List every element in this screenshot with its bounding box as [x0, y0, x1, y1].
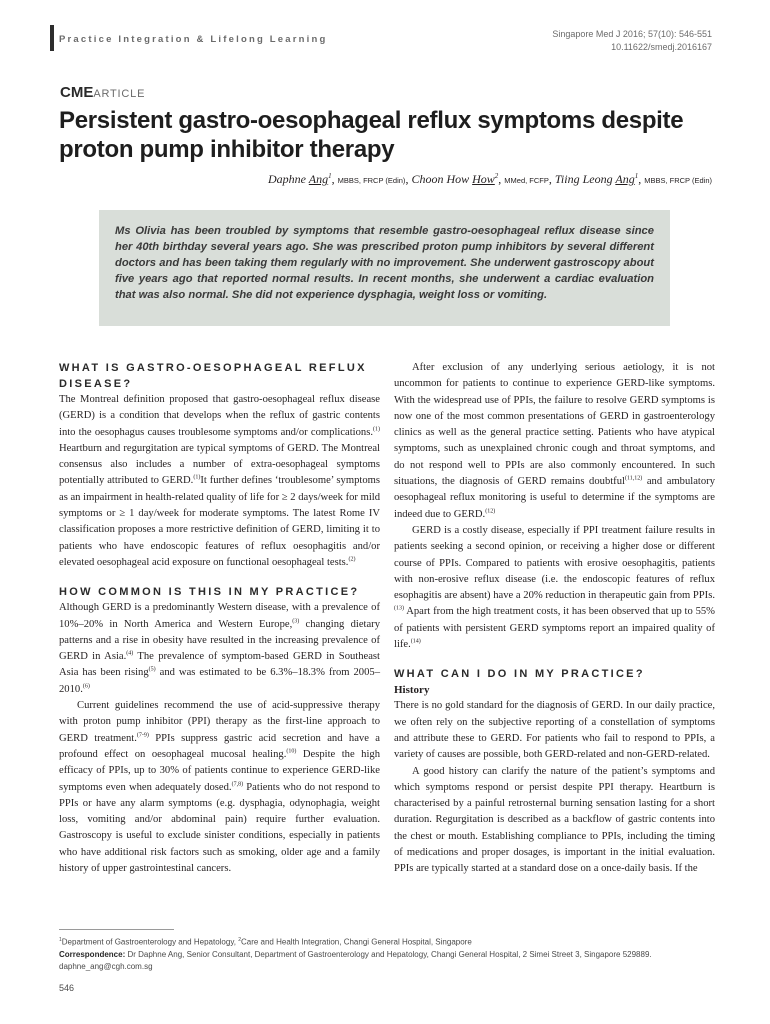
case-scenario-text: Ms Olivia has been troubled by symptoms that resemble gastro-oesophageal reflux disease since her 40th birthday several years ago. She was prescribed proton pump inhibitors by several different doctors and has been taking them regularly with no improvement. She underwent gastroscopy about five years ago that reported normal results. In recent months, she underwent a cardiac evaluation that was also normal. She did not experience dysphagia, weight loss or vomiting. [115, 225, 654, 301]
author-name[interactable]: Tiing Leong Ang [554, 172, 635, 186]
citation-ref[interactable]: (2) [348, 556, 356, 563]
body-paragraph: After exclusion of any underlying serious aetiology, it is not uncommon for patients to continue to experience GERD-like symptoms. With the widespread use of PPIs, the failure to resolve GERD symptoms is now one of the most common presentations of GERD in gastroenterology clinics as well as the general practice setting. Patients who have atypical symptoms, such as unexplained chronic cough and throat symptoms, and do not respond well to PPIs are also commonly encountered. In such situations, the diagnosis of GERD remains doubtful$^{(11,12)}$ and ambulatory oesophageal reflux monitoring is useful to determine if the symptoms are indeed due to GERD.$^{(12)}$ [394, 362, 715, 520]
body-paragraph: There is no gold standard for the diagnosis of GERD. In our daily practice, we often rely on the subjective reporting of a constellation of symptoms and attribute these to GERD. For patients who fail to respond to PPIs, a variety of causes are possible, both GERD-related and non-GERD-related. [394, 700, 715, 761]
author-affiliation: 2 [494, 172, 499, 180]
citation-ref[interactable]: (7,8) [231, 781, 244, 787]
citation-ref[interactable]: (1) [193, 474, 201, 481]
author-list: Daphne Ang$^1$, MBBS, FRCP (Edin), Choon How How$^2$, MMed, FCFP, Tiing Leong Ang$^1$, MBBS, FRCP (Edin) [268, 172, 712, 186]
author-credentials: MBBS, FRCP (Edin) [337, 176, 406, 185]
article-type-sub: ARTICLE [93, 88, 146, 100]
citation-ref[interactable]: (3) [292, 618, 300, 625]
citation-ref[interactable]: (4) [126, 650, 134, 657]
correspondence-label: Correspondence: [59, 949, 126, 959]
correspondence-text[interactable]: Dr Daphne Ang, Senior Consultant, Department of Gastroenterology and Hepatology, Changi General Hospital, 2 Simei Street 3, Singapore 529889. daphne_ang@cgh.com.sg [59, 949, 652, 971]
citation-ref[interactable]: (11,12) [624, 475, 643, 482]
journal-citation: Singapore Med J 2016; 57(10): 546-551 [552, 29, 712, 39]
body-paragraph: The Montreal definition proposed that gastro-oesophageal reflux disease (GERD) is a condition that develops when the reflux of gastric contents into the oesophagus causes troublesome symptoms and/or complications.$^{(1)}$ Heartburn and regurgitation are typical symptoms of GERD. The Montreal consensus also includes a number of extra-oesophageal symptoms potentially attributed to GERD.$^{(1)}$It further defines ‘troublesome’ symptoms as an impairment in health-related quality of life for ≥ 2 days/week for mild symptoms or ≥ 1 day/week for moderate symptoms. The latest Rome IV classification proposes a more restrictive definition of GERD, limiting it to patients who have endoscopic features of reflux oesophagitis and/or elevated oesophageal acid exposure on functional oesophageal tests.$^{(2)}$ [59, 394, 380, 568]
header-accent-bar [50, 25, 54, 51]
citation-ref[interactable]: (14) [410, 638, 421, 645]
body-paragraph: A good history can clarify the nature of the patient’s symptoms and which symptoms respond or persist despite PPI therapy. Heartburn is characterised by a painful retrosternal burning sensation lasting for a short duration. Regurgitation is described as a backflow of gastric contents into the chest or mouth. Establishing compliance to PPIs, including the timing of medications and proper dosages, is important in the initial evaluation. PPIs are typically started at a standard dose on a once-daily basis. If the [394, 765, 715, 875]
section-heading: WHAT IS GASTRO-OESOPHAGEAL REFLUX DISEASE? [59, 362, 367, 390]
author-credentials: MMed, FCFP [504, 176, 549, 185]
subsection-heading: History [394, 684, 430, 697]
citation-ref[interactable]: (12) [485, 508, 496, 515]
author-name[interactable]: Choon How How [411, 172, 495, 186]
left-column [59, 360, 380, 877]
body-paragraph: Current guidelines recommend the use of acid-suppressive therapy with proton pump inhibitor (PPI) therapy as the first-line approach to GERD treatment.$^{(7-9)}$ PPIs suppress gastric acid secretion and have a profound effect on oesophageal mucosal healing.$^{(10)}$ Despite the high efficacy of PPIs, up to 30% of patients continue to experience GERD-like symptoms even when adequately dosed.$^{(7,8)}$ Patients who do not respond to PPIs or have any alarm symptoms (e.g. dysphagia, odynophagia, weight loss, vomiting and/or abdominal pain) require further evaluation. Gastroscopy is useful to exclude sinister conditions, especially in patients who have additional risk factors such as smoking, older age and a family history of upper gastrointestinal cancers. [59, 700, 381, 875]
section-tag: Practice Integration & Lifelong Learning [59, 34, 328, 45]
page-number: 546 [59, 983, 75, 993]
journal-citation-block [552, 28, 712, 54]
right-column [394, 360, 715, 878]
case-scenario-box [99, 210, 670, 326]
citation-ref[interactable]: (5) [148, 666, 156, 673]
body-paragraph: GERD is a costly disease, especially if PPI treatment failure results in patients seeking a second opinion, or receiving a higher dose or different course of PPIs. Compared to patients with erosive oesophagitis, patients with non-erosive reflux disease (i.e. the endoscopic features of reflux esophagitis are absent) have a 20% reduction in therapeutic gain from PPIs.$^{(13)}$ Apart from the high treatment costs, it has been observed that up to 55% of patients with persistent GERD symptoms report an impaired quality of life.$^{(14)}$ [394, 524, 715, 651]
citation-ref[interactable]: (6) [82, 683, 90, 690]
article-type [60, 84, 145, 102]
author-affiliation: 1 [634, 172, 639, 180]
correspondence [59, 949, 715, 973]
article-title: Persistent gastro-oesophageal reflux symptoms despite proton pump inhibitor therapy [59, 107, 684, 163]
author-affiliation: 1 [328, 172, 332, 180]
footnotes [59, 934, 715, 973]
citation-ref[interactable]: (13) [394, 605, 404, 612]
author-name[interactable]: Daphne Ang [268, 172, 329, 186]
citation-ref[interactable]: (7-9) [136, 732, 149, 739]
section-heading: WHAT CAN I DO IN MY PRACTICE? [394, 668, 645, 681]
body-paragraph: Although GERD is a predominantly Western disease, with a prevalence of 10%–20% in North America and Western Europe,$^{(3)}$ changing dietary patterns and a rise in obesity have resulted in the increasing prevalence of GERD in Asia.$^{(4)}$ The prevalence of symptom-based GERD in Southeast Asia has been rising$^{(5)}$ and was estimated to be 6.3%–18.3% from 2005–2010.$^{(6)}$ [59, 602, 380, 695]
article-type-main: CME [60, 84, 94, 101]
author-credentials: MBBS, FRCP (Edin) [644, 176, 712, 185]
section-heading: HOW COMMON IS THIS IN MY PRACTICE? [59, 586, 360, 599]
citation-ref[interactable]: (10) [286, 748, 297, 755]
citation-ref[interactable]: (1) [373, 426, 380, 433]
affiliations: $^1$Department of Gastroenterology and Hepatology, $^2$Care and Health Integration, Changi General Hospital, Singapore [59, 937, 472, 947]
doi[interactable]: 10.11622/smedj.2016167 [611, 42, 712, 52]
footnote-divider [59, 929, 174, 930]
